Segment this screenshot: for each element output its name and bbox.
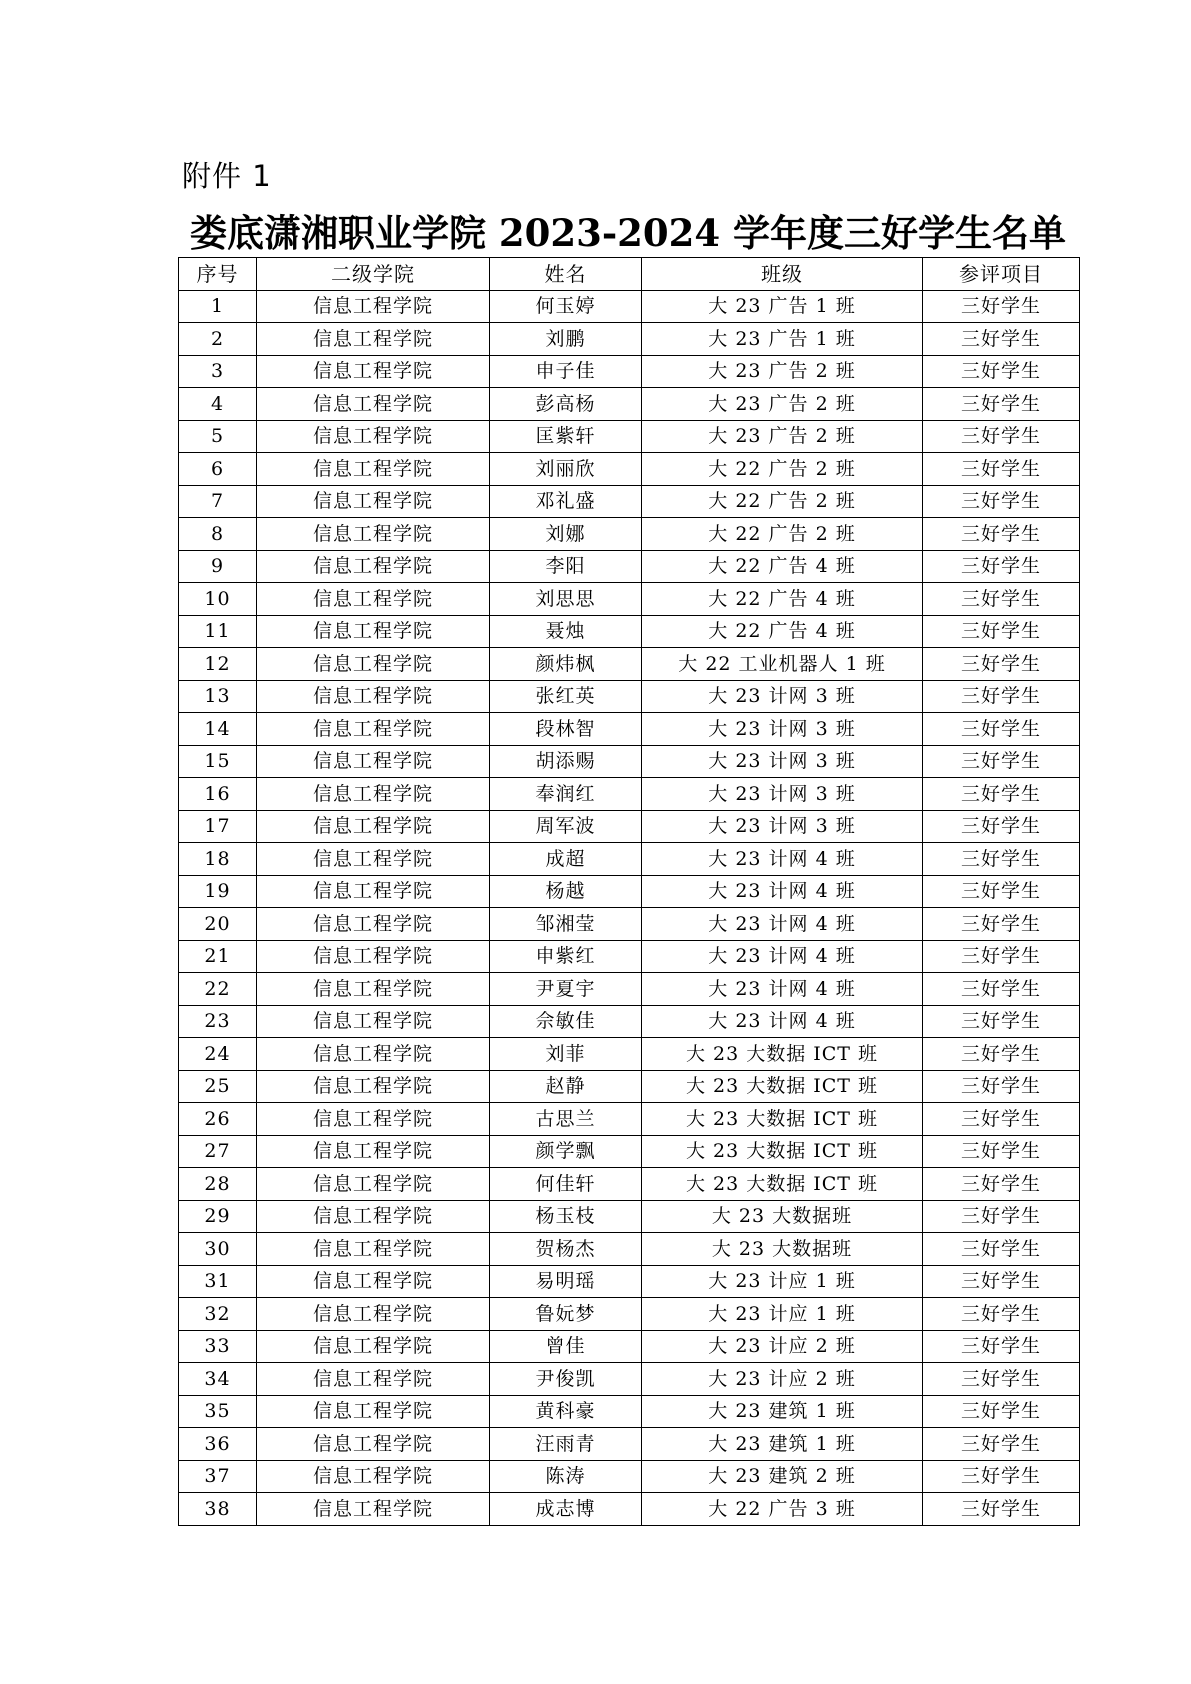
cell-seq: 2	[179, 323, 257, 356]
cell-class: 大 23 建筑 1 班	[642, 1395, 923, 1428]
cell-college: 信息工程学院	[257, 583, 490, 616]
cell-project: 三好学生	[923, 1330, 1080, 1363]
cell-college: 信息工程学院	[257, 453, 490, 486]
cell-project: 三好学生	[923, 485, 1080, 518]
cell-name: 古思兰	[490, 1103, 642, 1136]
cell-college: 信息工程学院	[257, 550, 490, 583]
cell-name: 杨玉枝	[490, 1200, 642, 1233]
cell-name: 成超	[490, 843, 642, 876]
cell-name: 颜学飘	[490, 1135, 642, 1168]
header-project: 参评项目	[923, 258, 1080, 291]
cell-name: 申子佳	[490, 355, 642, 388]
cell-project: 三好学生	[923, 388, 1080, 421]
table-row	[179, 680, 1080, 713]
cell-class: 大 23 大数据 ICT 班	[642, 1135, 923, 1168]
table-row	[179, 323, 1080, 356]
table-row	[179, 1038, 1080, 1071]
cell-college: 信息工程学院	[257, 290, 490, 323]
cell-project: 三好学生	[923, 940, 1080, 973]
cell-college: 信息工程学院	[257, 1363, 490, 1396]
table-body	[179, 290, 1080, 1525]
cell-project: 三好学生	[923, 908, 1080, 941]
cell-seq: 31	[179, 1265, 257, 1298]
cell-seq: 27	[179, 1135, 257, 1168]
cell-college: 信息工程学院	[257, 973, 490, 1006]
cell-class: 大 23 计网 4 班	[642, 843, 923, 876]
cell-project: 三好学生	[923, 1200, 1080, 1233]
cell-project: 三好学生	[923, 453, 1080, 486]
header-college: 二级学院	[257, 258, 490, 291]
cell-name: 刘思思	[490, 583, 642, 616]
cell-class: 大 23 大数据 ICT 班	[642, 1070, 923, 1103]
cell-college: 信息工程学院	[257, 680, 490, 713]
cell-project: 三好学生	[923, 1038, 1080, 1071]
cell-college: 信息工程学院	[257, 420, 490, 453]
cell-college: 信息工程学院	[257, 518, 490, 551]
cell-seq: 6	[179, 453, 257, 486]
cell-name: 赵静	[490, 1070, 642, 1103]
cell-seq: 19	[179, 875, 257, 908]
cell-name: 聂烛	[490, 615, 642, 648]
header-name: 姓名	[490, 258, 642, 291]
cell-seq: 10	[179, 583, 257, 616]
cell-class: 大 23 广告 2 班	[642, 388, 923, 421]
cell-seq: 15	[179, 745, 257, 778]
cell-project: 三好学生	[923, 745, 1080, 778]
cell-name: 彭高杨	[490, 388, 642, 421]
cell-seq: 20	[179, 908, 257, 941]
cell-seq: 22	[179, 973, 257, 1006]
cell-name: 曾佳	[490, 1330, 642, 1363]
cell-college: 信息工程学院	[257, 323, 490, 356]
cell-class: 大 23 建筑 2 班	[642, 1460, 923, 1493]
cell-college: 信息工程学院	[257, 648, 490, 681]
cell-seq: 38	[179, 1493, 257, 1526]
cell-seq: 12	[179, 648, 257, 681]
cell-college: 信息工程学院	[257, 1233, 490, 1266]
cell-college: 信息工程学院	[257, 1265, 490, 1298]
cell-name: 尹夏宇	[490, 973, 642, 1006]
table-row	[179, 485, 1080, 518]
cell-college: 信息工程学院	[257, 388, 490, 421]
cell-seq: 37	[179, 1460, 257, 1493]
cell-project: 三好学生	[923, 973, 1080, 1006]
cell-name: 汪雨青	[490, 1428, 642, 1461]
cell-class: 大 23 广告 2 班	[642, 420, 923, 453]
table-row	[179, 1200, 1080, 1233]
cell-seq: 8	[179, 518, 257, 551]
cell-name: 刘鹏	[490, 323, 642, 356]
cell-project: 三好学生	[923, 323, 1080, 356]
table-row	[179, 1330, 1080, 1363]
cell-project: 三好学生	[923, 420, 1080, 453]
cell-project: 三好学生	[923, 713, 1080, 746]
cell-college: 信息工程学院	[257, 940, 490, 973]
cell-name: 邹湘莹	[490, 908, 642, 941]
cell-class: 大 23 计网 3 班	[642, 713, 923, 746]
cell-seq: 29	[179, 1200, 257, 1233]
cell-college: 信息工程学院	[257, 1070, 490, 1103]
cell-name: 胡添赐	[490, 745, 642, 778]
cell-college: 信息工程学院	[257, 875, 490, 908]
cell-class: 大 23 大数据班	[642, 1233, 923, 1266]
cell-name: 张红英	[490, 680, 642, 713]
cell-project: 三好学生	[923, 810, 1080, 843]
cell-class: 大 23 计网 3 班	[642, 778, 923, 811]
table-row	[179, 778, 1080, 811]
cell-name: 何佳轩	[490, 1168, 642, 1201]
cell-college: 信息工程学院	[257, 1330, 490, 1363]
header-class: 班级	[642, 258, 923, 291]
cell-class: 大 22 广告 4 班	[642, 550, 923, 583]
cell-project: 三好学生	[923, 1493, 1080, 1526]
table-row	[179, 1233, 1080, 1266]
cell-project: 三好学生	[923, 648, 1080, 681]
cell-name: 刘菲	[490, 1038, 642, 1071]
table-row	[179, 615, 1080, 648]
table-row	[179, 518, 1080, 551]
cell-name: 黄科豪	[490, 1395, 642, 1428]
table-row	[179, 290, 1080, 323]
cell-name: 成志博	[490, 1493, 642, 1526]
cell-seq: 1	[179, 290, 257, 323]
cell-college: 信息工程学院	[257, 908, 490, 941]
table-row	[179, 1135, 1080, 1168]
cell-seq: 14	[179, 713, 257, 746]
table-row	[179, 420, 1080, 453]
cell-project: 三好学生	[923, 1233, 1080, 1266]
cell-seq: 13	[179, 680, 257, 713]
cell-class: 大 23 广告 1 班	[642, 323, 923, 356]
cell-seq: 5	[179, 420, 257, 453]
cell-college: 信息工程学院	[257, 1493, 490, 1526]
cell-name: 申紫红	[490, 940, 642, 973]
cell-class: 大 23 建筑 1 班	[642, 1428, 923, 1461]
cell-college: 信息工程学院	[257, 1168, 490, 1201]
attachment-label: 附件 1	[182, 159, 272, 193]
cell-class: 大 23 计应 1 班	[642, 1265, 923, 1298]
cell-college: 信息工程学院	[257, 1038, 490, 1071]
cell-class: 大 22 广告 2 班	[642, 485, 923, 518]
cell-class: 大 22 广告 4 班	[642, 615, 923, 648]
cell-name: 周军波	[490, 810, 642, 843]
cell-seq: 28	[179, 1168, 257, 1201]
cell-project: 三好学生	[923, 1298, 1080, 1331]
cell-name: 奉润红	[490, 778, 642, 811]
cell-seq: 9	[179, 550, 257, 583]
table-row	[179, 453, 1080, 486]
cell-seq: 4	[179, 388, 257, 421]
cell-project: 三好学生	[923, 875, 1080, 908]
cell-college: 信息工程学院	[257, 615, 490, 648]
cell-college: 信息工程学院	[257, 1298, 490, 1331]
cell-college: 信息工程学院	[257, 1103, 490, 1136]
cell-class: 大 23 广告 2 班	[642, 355, 923, 388]
cell-seq: 32	[179, 1298, 257, 1331]
table-row	[179, 1460, 1080, 1493]
table-row	[179, 843, 1080, 876]
cell-college: 信息工程学院	[257, 843, 490, 876]
cell-project: 三好学生	[923, 550, 1080, 583]
cell-seq: 26	[179, 1103, 257, 1136]
cell-name: 邓礼盛	[490, 485, 642, 518]
table-row	[179, 1265, 1080, 1298]
table-header	[179, 258, 1080, 291]
table-row	[179, 1363, 1080, 1396]
table-row	[179, 940, 1080, 973]
cell-seq: 17	[179, 810, 257, 843]
cell-seq: 3	[179, 355, 257, 388]
cell-class: 大 23 计网 4 班	[642, 973, 923, 1006]
cell-name: 鲁妧梦	[490, 1298, 642, 1331]
table-row	[179, 388, 1080, 421]
cell-class: 大 23 计网 4 班	[642, 908, 923, 941]
cell-seq: 23	[179, 1005, 257, 1038]
cell-class: 大 23 计网 4 班	[642, 875, 923, 908]
cell-name: 段林智	[490, 713, 642, 746]
cell-class: 大 23 计应 1 班	[642, 1298, 923, 1331]
cell-class: 大 23 计应 2 班	[642, 1330, 923, 1363]
cell-name: 刘丽欣	[490, 453, 642, 486]
cell-name: 杨越	[490, 875, 642, 908]
cell-name: 贺杨杰	[490, 1233, 642, 1266]
table-header-row	[179, 258, 1080, 291]
cell-name: 匡紫轩	[490, 420, 642, 453]
cell-college: 信息工程学院	[257, 713, 490, 746]
cell-project: 三好学生	[923, 843, 1080, 876]
cell-name: 陈涛	[490, 1460, 642, 1493]
cell-seq: 33	[179, 1330, 257, 1363]
cell-name: 李阳	[490, 550, 642, 583]
cell-project: 三好学生	[923, 1103, 1080, 1136]
cell-project: 三好学生	[923, 615, 1080, 648]
cell-class: 大 22 工业机器人 1 班	[642, 648, 923, 681]
table-row	[179, 355, 1080, 388]
cell-class: 大 22 广告 4 班	[642, 583, 923, 616]
cell-project: 三好学生	[923, 1395, 1080, 1428]
cell-class: 大 22 广告 2 班	[642, 453, 923, 486]
table-row	[179, 1070, 1080, 1103]
table-row	[179, 648, 1080, 681]
cell-project: 三好学生	[923, 1070, 1080, 1103]
cell-project: 三好学生	[923, 1005, 1080, 1038]
cell-seq: 25	[179, 1070, 257, 1103]
cell-college: 信息工程学院	[257, 810, 490, 843]
table-row	[179, 1428, 1080, 1461]
table-row	[179, 550, 1080, 583]
cell-class: 大 23 计网 4 班	[642, 1005, 923, 1038]
cell-class: 大 23 计网 3 班	[642, 810, 923, 843]
table-row	[179, 973, 1080, 1006]
cell-seq: 24	[179, 1038, 257, 1071]
table-row	[179, 908, 1080, 941]
cell-class: 大 22 广告 3 班	[642, 1493, 923, 1526]
cell-college: 信息工程学院	[257, 745, 490, 778]
cell-project: 三好学生	[923, 290, 1080, 323]
cell-project: 三好学生	[923, 1265, 1080, 1298]
cell-college: 信息工程学院	[257, 1428, 490, 1461]
cell-seq: 18	[179, 843, 257, 876]
cell-name: 颜炜枫	[490, 648, 642, 681]
cell-class: 大 23 计应 2 班	[642, 1363, 923, 1396]
cell-class: 大 23 大数据 ICT 班	[642, 1038, 923, 1071]
cell-seq: 21	[179, 940, 257, 973]
cell-college: 信息工程学院	[257, 1200, 490, 1233]
cell-college: 信息工程学院	[257, 1395, 490, 1428]
cell-seq: 16	[179, 778, 257, 811]
table-row	[179, 1298, 1080, 1331]
cell-seq: 34	[179, 1363, 257, 1396]
cell-name: 易明瑶	[490, 1265, 642, 1298]
cell-class: 大 23 广告 1 班	[642, 290, 923, 323]
cell-class: 大 23 大数据 ICT 班	[642, 1168, 923, 1201]
header-seq: 序号	[179, 258, 257, 291]
cell-project: 三好学生	[923, 778, 1080, 811]
cell-seq: 7	[179, 485, 257, 518]
cell-class: 大 22 广告 2 班	[642, 518, 923, 551]
cell-seq: 35	[179, 1395, 257, 1428]
cell-project: 三好学生	[923, 1168, 1080, 1201]
cell-seq: 36	[179, 1428, 257, 1461]
table-row	[179, 1493, 1080, 1526]
cell-name: 刘娜	[490, 518, 642, 551]
cell-class: 大 23 计网 3 班	[642, 680, 923, 713]
cell-college: 信息工程学院	[257, 1460, 490, 1493]
cell-college: 信息工程学院	[257, 355, 490, 388]
cell-name: 何玉婷	[490, 290, 642, 323]
document-title: 娄底潇湘职业学院 2023-2024 学年度三好学生名单	[189, 211, 1067, 255]
cell-college: 信息工程学院	[257, 485, 490, 518]
cell-project: 三好学生	[923, 1460, 1080, 1493]
cell-seq: 30	[179, 1233, 257, 1266]
cell-college: 信息工程学院	[257, 1005, 490, 1038]
table-row	[179, 745, 1080, 778]
table-row	[179, 1168, 1080, 1201]
cell-project: 三好学生	[923, 355, 1080, 388]
cell-college: 信息工程学院	[257, 778, 490, 811]
cell-seq: 11	[179, 615, 257, 648]
cell-class: 大 23 大数据 ICT 班	[642, 1103, 923, 1136]
cell-class: 大 23 计网 4 班	[642, 940, 923, 973]
cell-project: 三好学生	[923, 583, 1080, 616]
cell-class: 大 23 计网 3 班	[642, 745, 923, 778]
cell-project: 三好学生	[923, 1135, 1080, 1168]
table-row	[179, 583, 1080, 616]
cell-class: 大 23 大数据班	[642, 1200, 923, 1233]
table-row	[179, 713, 1080, 746]
cell-name: 尹俊凯	[490, 1363, 642, 1396]
table-row	[179, 810, 1080, 843]
cell-project: 三好学生	[923, 680, 1080, 713]
table-row	[179, 1395, 1080, 1428]
table-row	[179, 1103, 1080, 1136]
cell-name: 佘敏佳	[490, 1005, 642, 1038]
cell-college: 信息工程学院	[257, 1135, 490, 1168]
table-row	[179, 875, 1080, 908]
cell-project: 三好学生	[923, 518, 1080, 551]
student-roster-table	[178, 257, 1080, 1526]
table-row	[179, 1005, 1080, 1038]
cell-project: 三好学生	[923, 1428, 1080, 1461]
cell-project: 三好学生	[923, 1363, 1080, 1396]
